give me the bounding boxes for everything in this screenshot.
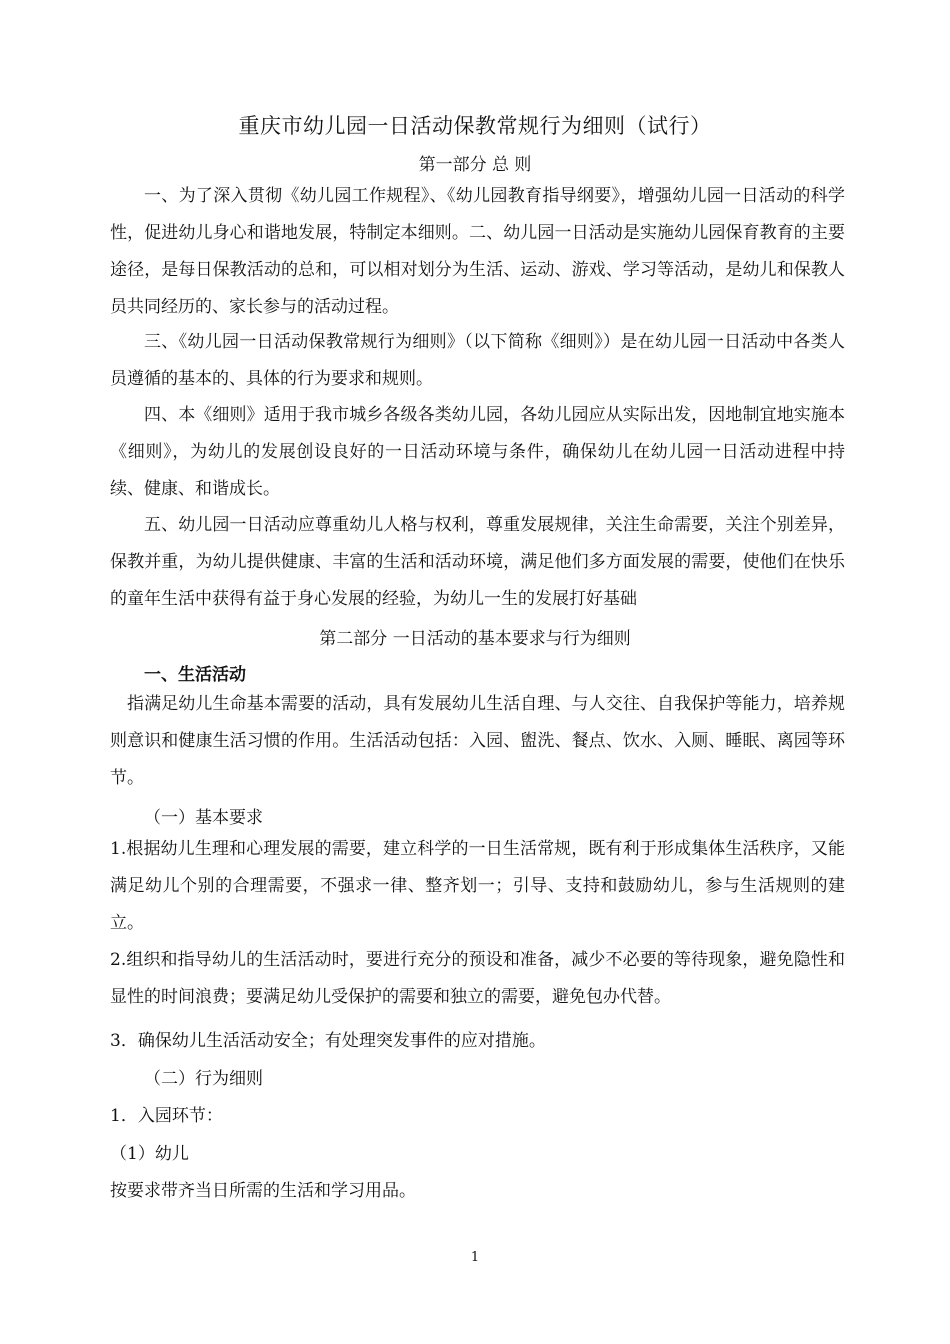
- item-1-text: 按要求带齐当日所需的生活和学习用品。: [110, 1181, 416, 1201]
- subsection2-heading: （二）行为细则: [144, 1069, 263, 1089]
- part2-heading: 第二部分 一日活动的基本要求与行为细则: [319, 629, 631, 649]
- page-number: 1: [470, 1250, 480, 1265]
- document-title: 重庆市幼儿园一日活动保教常规行为细则（试行）: [238, 114, 712, 138]
- section1-paragraph: 指满足幼儿生命基本需要的活动，具有发展幼儿生活自理、与人交往、自我保护等能力，培养规则意识和健康生活习惯的作用。生活活动包括：入园、盥洗、餐点、饮水、入厕、睡眠、离园等环节。: [110, 694, 845, 788]
- part1-heading: 第一部分 总 则: [418, 155, 532, 175]
- requirement-3: 3．确保幼儿生活活动安全；有处理突发事件的应对措施。: [110, 1031, 546, 1051]
- paragraph-5: 五、幼儿园一日活动应尊重幼儿人格与权利，尊重发展规律，关注生命需要，关注个别差异，保教并重，为幼儿提供健康、丰富的生活和活动环境，满足他们多方面发展的需要，使他们在快乐的童年生活中获得有益于身心发展的经验，为幼儿一生的发展打好基础: [110, 515, 845, 609]
- item-1: 1．入园环节：: [110, 1106, 223, 1126]
- paragraph-4: 四、本《细则》适用于我市城乡各级各类幼儿园，各幼儿园应从实际出发，因地制宜地实施本《细则》，为幼儿的发展创设良好的一日活动环境与条件，确保幼儿在幼儿园一日活动进程中持续、健康、和谐成长。: [110, 405, 845, 499]
- section1-heading: 一、生活活动: [144, 665, 246, 685]
- requirement-1: 1.根据幼儿生理和心理发展的需要，建立科学的一日生活常规，既有利于形成集体生活秩序，又能满足幼儿个别的合理需要，不强求一律、整齐划一；引导、支持和鼓励幼儿，参与生活规则的建立。: [110, 839, 845, 933]
- subsection1-heading: （一）基本要求: [144, 808, 263, 828]
- paragraph-1: 一、为了深入贯彻《幼儿园工作规程》、《幼儿园教育指导纲要》，增强幼儿园一日活动的科学性，促进幼儿身心和谐地发展，特制定本细则。二、幼儿园一日活动是实施幼儿园保育教育的主要途径，是每日保教活动的总和，可以相对划分为生活、运动、游戏、学习等活动，是幼儿和保教人员共同经历的、家长参与的活动过程。: [110, 186, 845, 317]
- requirement-2: 2.组织和指导幼儿的生活活动时，要进行充分的预设和准备，减少不必要的等待现象，避免隐性和显性的时间浪费；要满足幼儿受保护的需要和独立的需要，避免包办代替。: [110, 950, 845, 1007]
- item-1-sub: （1）幼儿: [110, 1144, 189, 1164]
- paragraph-3: 三、《幼儿园一日活动保教常规行为细则》（以下简称《细则》）是在幼儿园一日活动中各类人员遵循的基本的、具体的行为要求和规则。: [110, 332, 845, 389]
